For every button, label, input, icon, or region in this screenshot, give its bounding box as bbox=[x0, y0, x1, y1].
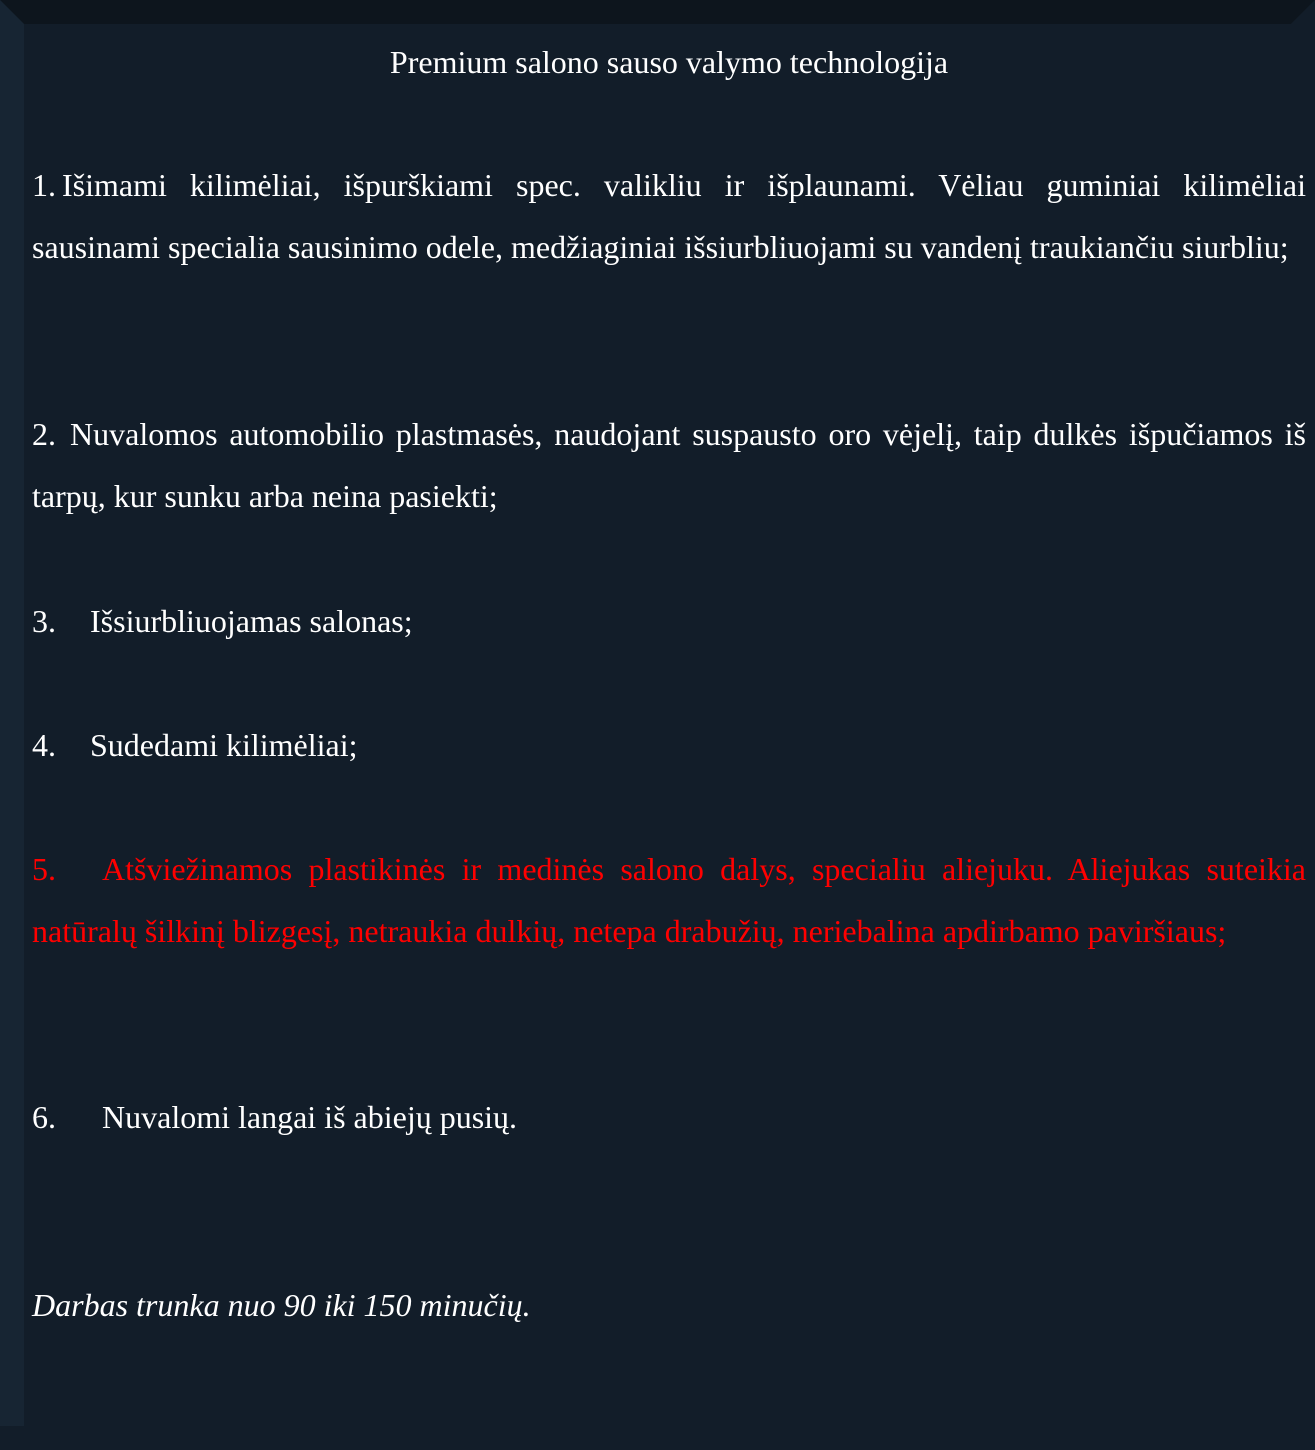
step-text-5: Atšviežinamos plastikinės ir medinės salono dalys, specialiu aliejuku. Aliejukas suteikia natūralų šilkinį blizgesį, netraukia dulkių, netepa drabužių, neriebalina apdirbamo paviršiaus; bbox=[32, 851, 1306, 949]
frame-bevel-top bbox=[0, 0, 1315, 24]
step-item-4 bbox=[32, 714, 1306, 776]
step-item-3 bbox=[32, 590, 1306, 652]
step-item-1 bbox=[32, 154, 1306, 278]
frame-bevel-bottom bbox=[0, 1426, 1315, 1450]
page-title: Premium salono sauso valymo technologija bbox=[389, 44, 949, 80]
frame-bevel-left bbox=[0, 0, 24, 1450]
step-text-6: Nuvalomi langai iš abiejų pusių. bbox=[102, 1099, 518, 1135]
step-number-3: 3. bbox=[32, 603, 56, 639]
step-text-4: Sudedami kilimėliai; bbox=[90, 727, 358, 763]
step-number-2: 2. bbox=[32, 416, 56, 452]
step-item-6 bbox=[32, 1086, 1306, 1148]
step-text-3: Išsiurbliuojamas salonas; bbox=[90, 603, 413, 639]
step-number-4: 4. bbox=[32, 727, 56, 763]
step-text-1: Išimami kilimėliai, išpurškiami spec. valikliu ir išplaunami. Vėliau guminiai kilimėliai sausinami specialia sausinimo odele, medžiaginiai išsiurbliuojami su vandenį traukiančiu siurbliu; bbox=[32, 167, 1306, 265]
step-number-1: 1. bbox=[32, 167, 56, 203]
step-number-5: 5. bbox=[32, 851, 56, 887]
step-item-5 bbox=[32, 838, 1306, 962]
step-text-2: Nuvalomos automobilio plastmasės, naudojant suspausto oro vėjelį, taip dulkės išpučiamos iš tarpų, kur sunku arba neina pasiekti; bbox=[32, 416, 1306, 514]
step-item-2 bbox=[32, 403, 1306, 527]
duration-note: Darbas trunka nuo 90 iki 150 minučių. bbox=[32, 1287, 531, 1323]
step-number-6: 6. bbox=[32, 1099, 56, 1135]
